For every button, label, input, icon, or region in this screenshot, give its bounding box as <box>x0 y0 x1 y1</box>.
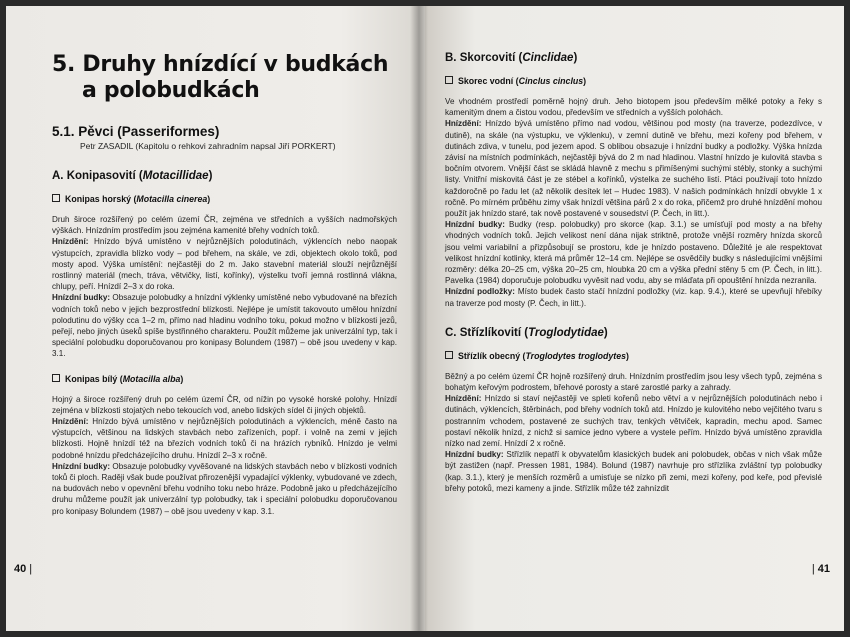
chapter-title-line2: a polobudkách <box>82 78 260 103</box>
left-page <box>6 6 425 631</box>
section-title: 5.1. Pěvci (Passeriformes) <box>52 124 220 139</box>
chapter-title-line1: 5. Druhy hnízdící v budkách <box>52 52 389 77</box>
group-heading-strizlikoviti: C. Střízlíkovití (Troglodytidae) <box>445 326 608 339</box>
checkbox-square-icon <box>52 374 60 382</box>
group-heading-konipasoviti: A. Konipasovití (Motacillidae) <box>52 170 213 182</box>
chapter-title <box>52 52 397 104</box>
species-heading-skorec-vodni: Skorec vodní (Cinclus cinclus) <box>445 76 822 86</box>
species-heading-konipas-horsky: Konipas horský (Motacilla cinerea) <box>52 194 397 204</box>
species-heading-strizlik-obecny: Střízlík obecný (Troglodytes troglodytes) <box>445 351 822 361</box>
book-gutter-shadow <box>410 6 428 631</box>
species-paragraph: Běžný a po celém území ČR hojně rozšířený druh. Hnízdním prostředím jsou lesy všech typů, zejména s bohatým keřovým podrostem, břehové porosty a staré zarostlé parky a zahrady. Hnízdění: Hnízdo si staví nejčastěji ve spleti kořenů nebo větví a v nejrůznějších polodutinách nebo i dutinách, výklencích, štěrbinách, pod břehy vodních toků atd. Hnízdo je kulovitého nebo vejčitého tvaru s postranním vchodem, postavené ze suchých trav, tenkých větviček, kapradin, mechu apod. Samec postaví několik hnízd, z nichž si samice jedno vybere a vystele peřím. Hnízdo bývá umístěno zpravidla nízko nad zemí. Hnízdí 2 x ročně. Hnízdní budky: Střízlík nepatří k obyvatelům klasických budek ani polobudek, občas v nich však může být zastižen (např. Pressen 1981, 1984). Bolund (1987) navrhuje pro střízlíka zvláštní typ polobudky (kap. 3.1.), který je menších rozměrů a umisťuje se nízko při zemi, mezi kořeny, pod keře, pod převislé břehy potoků, mezi kameny a jinde. Střízlík může též zahnízdit <box>445 371 823 493</box>
section-author: Petr ZASADIL (Kapitolu o rehkovi zahradním napsal Jiří PORKERT) <box>80 141 336 151</box>
page-number-left: 40 | <box>14 563 32 575</box>
page-number-right: | 41 <box>812 563 830 575</box>
species-paragraph: Ve vhodném prostředí poměrně hojný druh. Jeho biotopem jsou především mělké potoky a řeky s kamenitým dnem a čistou vodou, především ve středních a vyšších polohách. Hnízdění: Hnízdo bývá umístěno přímo nad vodou, většinou pod mosty (na traverze, podezdívce, v dutině), na skále (na výstupku, ve výklenku), v zemní dutině ve břehu, mezi kořeny pod břehem, v dutinách zdiva, v tunelu, pod jezem apod. S oblibou obsazuje i hnízdní budky a podložky. Výška hnízda závisí na místních podmínkách, nejčastěji bývá do 2 m nad hladinou. Vlastní hnízdo je kulovitá stavba s bočním otvorem. Vnější část se skládá hlavně z mechu s přimíšenými suchými stébly, stonky a suchými listy. Vnitřní miskovitá část je ze stébel a kořínků, výstelka ze suchého listí. Ptáci používají toto hnízdo každoročně po řadu let (až několik desítek let – Hudec 1983). V našich podmínkách hnízdí obvykle 1 x ročně. Po mírném průběhu zimy však hnízdí většina párů 2 x do roka, přičemž pro druhé hnízdění mohou použít jak hnízdo staré, tak nově postavené v sousedství (P. Čech, in litt.). Hnízdní budky: Budky (resp. polobudky) pro skorce (kap. 3.1.) se umísťují pod mosty a na břehy vhodných vodních toků. Jejich velikost není dána nijak striktně, protože vnější rozměry hnízda skorců jsou velmi variabilní a přizpůsobují se prostoru, kde je hnízdo postaveno. Důležité je ale respektovat velikost hnízdní kotlinky, která má průměr 12–14 cm. Nejlépe se osvědčily budky s následujícími vnějšími rozměry: délka 20–25 cm, výška 20–25 cm, hloubka 20 cm a výška přední stěny 5 cm (P. Čech, in litt.). Pavelka (1984) doporučuje polobudku vyvěsit nad vodu, aby se mláďata při opouštění hnízda nezranila. Hnízdní podložky: Místo budek často stačí hnízdní podložky (viz. kap. 9.4.), které se upevňují hřebíky na traverze pod mosty (P. Čech, in litt.). <box>445 97 823 308</box>
species-paragraph: Druh široce rozšířený po celém území ČR, zejména ve středních a vyšších nadmořských výškách. Hnízdním prostředím jsou zejména kamenité břehy vodních toků. Hnízdění: Hnízdo bývá umístěno v nejrůznějších polodutinách, výklencích nebo naopak výstupcích, zpravidla blízko vody – pod břehem, na skále, ve zdi, objektech okolo toků, pod mosty apod. Výška umístění: nejčastěji do 2 m. Jako stavební materiál slouží nejrůznější rostlinný materiál (mech, tráva, větvičky, listí, kořínky), výstelku tvoří jemná rostlinná vlákna, chlupy, peří. Hnízdí 2–3 x do roka. Hnízdní budky: Obsazuje polobudky a hnízdní výklenky umístěné nebo vybudované na březích vodních toků nebo v jejich bezprostřední blízkosti. Nejlépe je umístit takovouto umělou hnízdní polodutinu do výšky cca 1–2 m, přímo nad hladinu vodního toku, pokud možno v blízkosti jezů, peřejí, nebo jiných úseků spíše bystřinného charakteru. Použít můžeme jak univerzální typ, tak i speciální polobudku doporučovanou pro konipasy Bolundem (1987) – obě jsou uvedeny v kap. 3.1. <box>52 215 397 359</box>
checkbox-square-icon <box>445 76 453 84</box>
species-heading-konipas-bily: Konipas bílý (Motacilla alba) <box>52 374 397 384</box>
species-paragraph: Hojný a široce rozšířený druh po celém území ČR, od nížin po vysoké horské polohy. Hnízdí zejména v blízkosti stojatých nebo tekoucích vod, anebo lidských sídel či jiných objektů. Hnízdění: Hnízdo bývá umístěno v nejrůznějších polodutinách a výklencích, méně často na výstupcích, většinou na lidských stavbách nebo zařízeních, popř. i volně na zemi v jejich blízkosti. Hojně hnízdí též na březích vodních toků či na hrázích rybníků. Hnízdo je velmi podobné hnízdu předcházejícího druhu. Hnízdí 2–3 x ročně. Hnízdní budky: Obsazuje polobudky vyvěšované na lidských stavbách nebo v blízkosti vodních toků či ploch. Raději však bude používat přirozenější vypadající výklenky, vybudované ve zdech, na budovách nebo v opevnění břehu vodního toku nebo hráze. Podobně jako u předcházejícího druhu můžeme použít jak univerzální typ polobudky, tak i speciální polobudku doporučovanou pro konipasy Bolundem (1987) – obě jsou uvedeny v kap. 3.1. <box>52 394 397 516</box>
group-heading-skorcoviti: B. Skorcovití (Cinclidae) <box>445 52 578 64</box>
checkbox-square-icon <box>52 194 60 202</box>
checkbox-square-icon <box>445 351 453 359</box>
right-page <box>425 6 844 631</box>
